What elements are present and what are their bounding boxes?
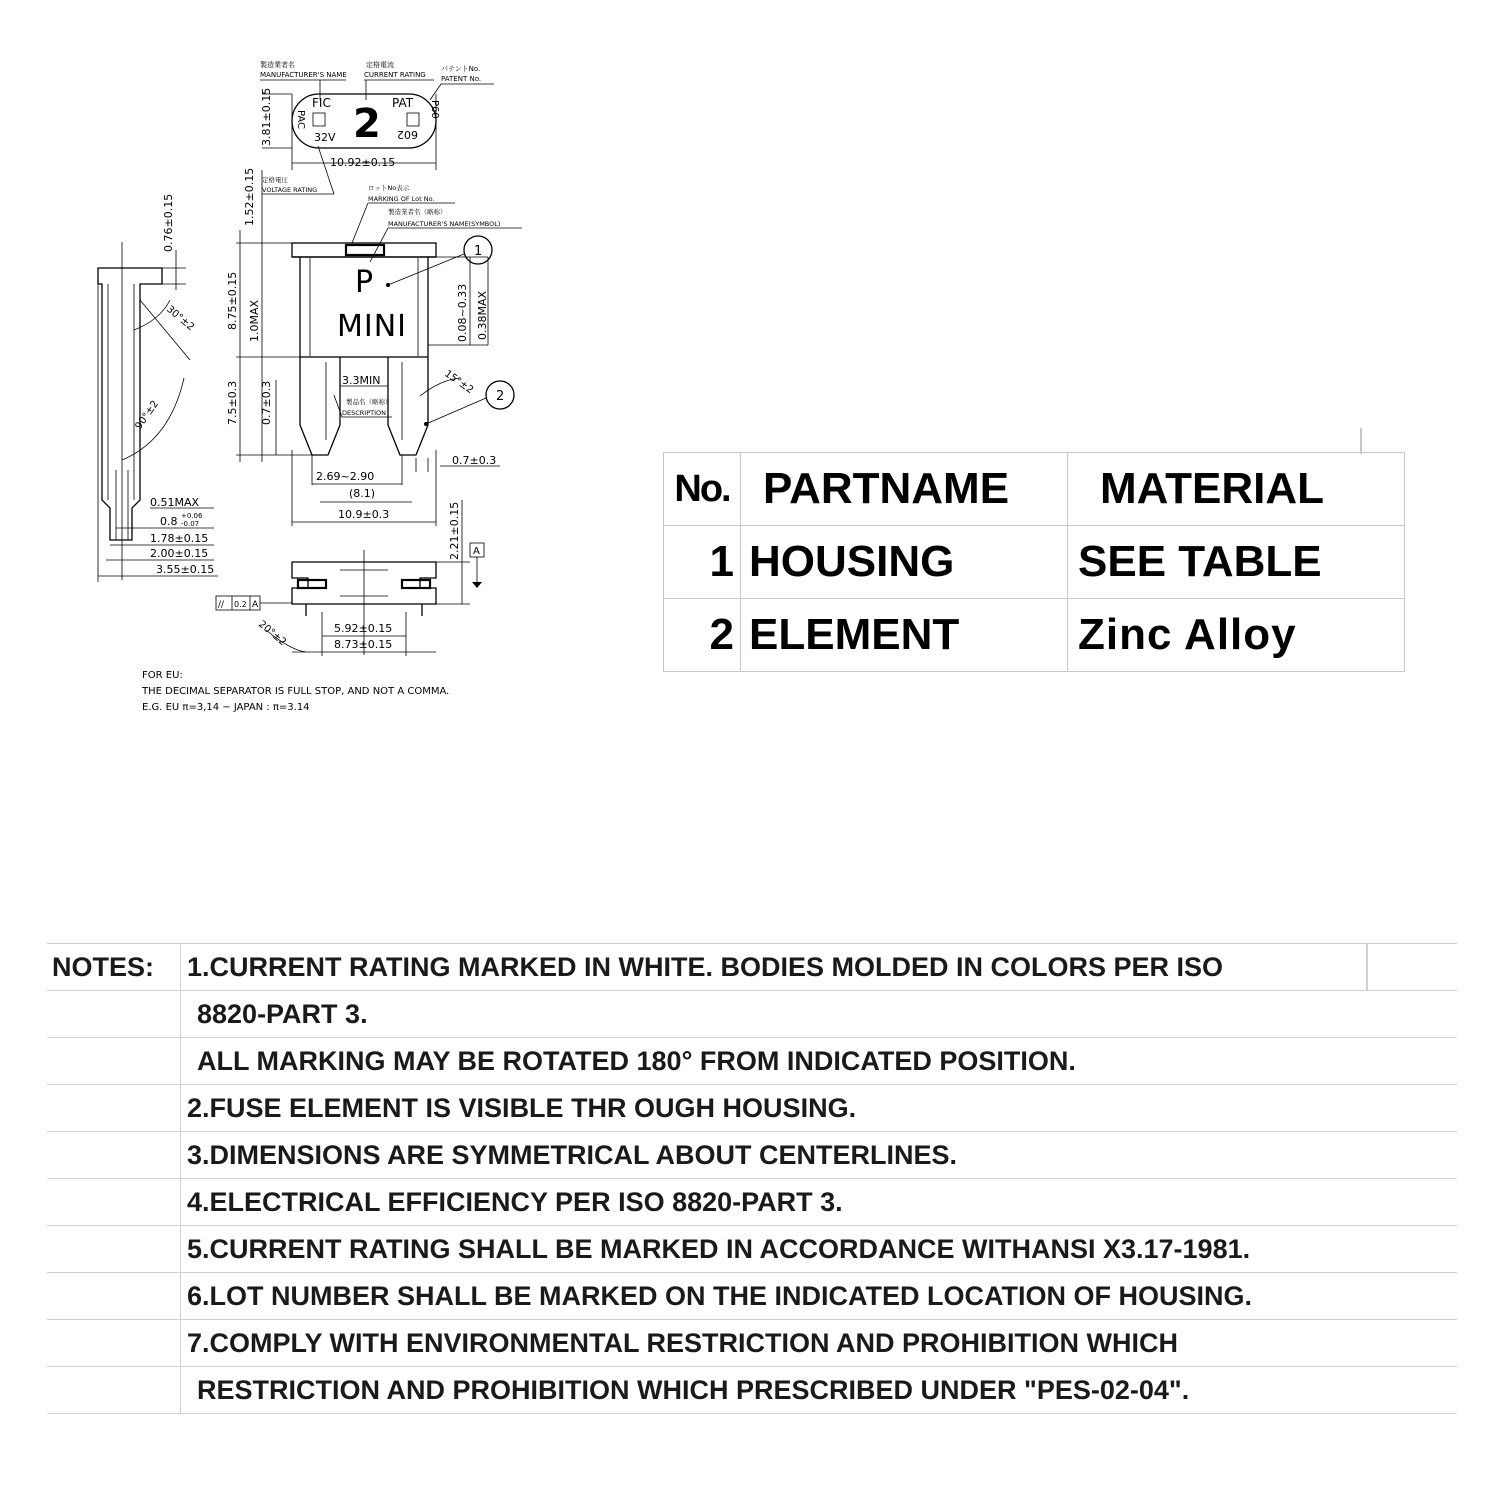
- dim-873: 8.73±0.15: [334, 638, 393, 651]
- note-line-4: 2.FUSE ELEMENT IS VISIBLE THR OUGH HOUSING.: [181, 1085, 1458, 1132]
- note-line-1: 1.CURRENT RATING MARKED IN WHITE. BODIES MOLDED IN COLORS PER ISO: [181, 944, 1458, 991]
- angle-30: 30°±2: [164, 303, 197, 334]
- callout-1-label: 1: [474, 244, 483, 259]
- dim-81: (8.1): [349, 487, 376, 500]
- parallelism-symbol: //: [218, 600, 225, 610]
- dim-051max: 0.51MAX: [150, 496, 200, 509]
- parallelism-ref: A: [252, 600, 259, 610]
- dim-152: 1.52±0.15: [243, 167, 256, 226]
- parts-table: [663, 452, 1405, 672]
- top-view: [260, 88, 440, 170]
- side-view: [98, 194, 218, 582]
- dim-178: 1.78±0.15: [150, 532, 209, 545]
- dim-07-horizontal: 0.7±0.3: [452, 454, 497, 467]
- note-row: [47, 991, 1457, 1038]
- dim-top-width: 10.92±0.15: [330, 156, 396, 169]
- angle-15: 15°±2: [442, 368, 476, 397]
- lot-label: MARKING OF Lot No.: [368, 195, 435, 203]
- datum-a: A: [473, 546, 480, 557]
- mfr-symbol-label-jp: 製造業者名（略称）: [388, 208, 447, 216]
- callout-2-label: 2: [496, 389, 505, 404]
- angle-20: 20°±2: [256, 618, 289, 649]
- row-1-no: 1: [664, 526, 741, 599]
- dim-200: 2.00±0.15: [150, 547, 209, 560]
- dim-07-vertical: 0.7±0.3: [260, 380, 273, 425]
- table-row: [664, 599, 1405, 672]
- dim-269-290: 2.69~2.90: [316, 470, 375, 483]
- note-line-10: RESTRICTION AND PROHIBITION WHICH PRESCRIBED UNDER "PES-02-04".: [181, 1367, 1458, 1414]
- dim-875: 8.75±0.15: [226, 271, 239, 330]
- header-partname: PARTNAME: [741, 453, 1068, 526]
- mfr-symbol-label: MANUFACTURER'S NAME(SYMBOL): [388, 220, 501, 228]
- angle-90: 90°±2: [133, 398, 162, 432]
- eu-note-line-3: E.G. EU π=3,14 − JAPAN : π=3.14: [142, 702, 310, 713]
- note-row: [47, 1367, 1457, 1414]
- note-row: [47, 1132, 1457, 1179]
- note-line-5: 3.DIMENSIONS ARE SYMMETRICAL ABOUT CENTERLINES.: [181, 1132, 1458, 1179]
- notes-table: [47, 943, 1457, 1414]
- dim-221: 2.21±0.15: [448, 501, 461, 560]
- parts-table-edge: [1360, 428, 1362, 454]
- dim-08: 0.8: [160, 515, 178, 528]
- eu-note-line-1: FOR EU:: [142, 670, 183, 681]
- row-2-no: 2: [664, 599, 741, 672]
- row-2-material: Zinc Alloy: [1068, 599, 1405, 672]
- patent-label-jp: パテントNo.: [441, 65, 481, 73]
- voltage-label-jp: 定格電圧: [262, 176, 288, 184]
- bottom-view: [216, 500, 484, 656]
- note-line-6: 4.ELECTRICAL EFFICIENCY PER ISO 8820-PART 3.: [181, 1179, 1458, 1226]
- description-label-jp: 製品名（略称）: [346, 398, 392, 406]
- dim-33min: 3.3MIN: [342, 374, 381, 387]
- manufacturer-label: MANUFACTURER'S NAME: [260, 71, 347, 79]
- note-row: [47, 1226, 1457, 1273]
- top-view-pat: PAT: [392, 96, 414, 110]
- parallelism-tol: 0.2: [234, 600, 247, 609]
- voltage-label: VOLTAGE RATING: [262, 186, 318, 194]
- description-label: DESCRIPTION: [342, 409, 386, 417]
- row-1-part: HOUSING: [741, 526, 1068, 599]
- manufacturer-label-jp: 製造業者名: [260, 61, 295, 69]
- dim-355: 3.55±0.15: [156, 563, 215, 576]
- note-line-2: 8820-PART 3.: [181, 991, 1458, 1038]
- note-row: [47, 1320, 1457, 1367]
- top-view-volt: 32V: [314, 131, 336, 144]
- dim-75: 7.5±0.3: [226, 380, 239, 425]
- note-line-8: 6.LOT NUMBER SHALL BE MARKED ON THE INDICATED LOCATION OF HOUSING.: [181, 1273, 1458, 1320]
- top-view-pac: PAC: [295, 110, 306, 130]
- notes-label: NOTES:: [47, 944, 181, 991]
- dim-008-033: 0.08~0.33: [456, 283, 469, 342]
- note-row: [47, 1038, 1457, 1085]
- note-row: [47, 944, 1457, 991]
- lot-label-jp: ロットNo表示: [368, 184, 410, 192]
- note-line-7: 5.CURRENT RATING SHALL BE MARKED IN ACCORDANCE WITHANSI X3.17-1981.: [181, 1226, 1458, 1273]
- dim-10max: 1.0MAX: [248, 299, 261, 342]
- eu-note: [141, 670, 449, 713]
- note-row: [47, 1179, 1457, 1226]
- eu-note-line-2: THE DECIMAL SEPARATOR IS FULL STOP, AND NOT A COMMA.: [142, 686, 450, 697]
- dim-109: 10.9±0.3: [338, 508, 390, 521]
- row-1-material: SEE TABLE: [1068, 526, 1405, 599]
- parts-table-header: [664, 453, 1405, 526]
- note-line-9: 7.COMPLY WITH ENVIRONMENTAL RESTRICTION AND PROHIBITION WHICH: [181, 1320, 1458, 1367]
- dim-592: 5.92±0.15: [334, 622, 393, 635]
- top-view-rating: 2: [353, 101, 381, 147]
- current-label-jp: 定格電流: [366, 61, 394, 69]
- dim-top-height: 3.81±0.15: [260, 87, 273, 146]
- dim-08-tol-down: -0.07: [181, 520, 200, 528]
- top-view-fic: FIC: [312, 96, 331, 110]
- dim-038max: 0.38MAX: [476, 290, 489, 340]
- dim-08-tol-up: +0.06: [181, 512, 203, 520]
- note-line-3: ALL MARKING MAY BE ROTATED 180° FROM INDICATED POSITION.: [181, 1038, 1458, 1085]
- table-row: [664, 526, 1405, 599]
- header-no: No.: [664, 453, 741, 526]
- header-material: MATERIAL: [1068, 453, 1405, 526]
- top-view-side-num: P60: [429, 100, 440, 119]
- dim-076: 0.76±0.15: [162, 193, 175, 252]
- note-row: [47, 1085, 1457, 1132]
- front-view-logo: P: [355, 265, 374, 300]
- current-label: CURRENT RATING: [364, 71, 426, 79]
- fuse-technical-drawing: [0, 0, 660, 730]
- top-view-pat-num: 602: [397, 128, 418, 141]
- front-view-model: MINI: [337, 309, 408, 344]
- note-row: [47, 1273, 1457, 1320]
- row-2-part: ELEMENT: [741, 599, 1068, 672]
- patent-label: PATENT No.: [441, 75, 482, 83]
